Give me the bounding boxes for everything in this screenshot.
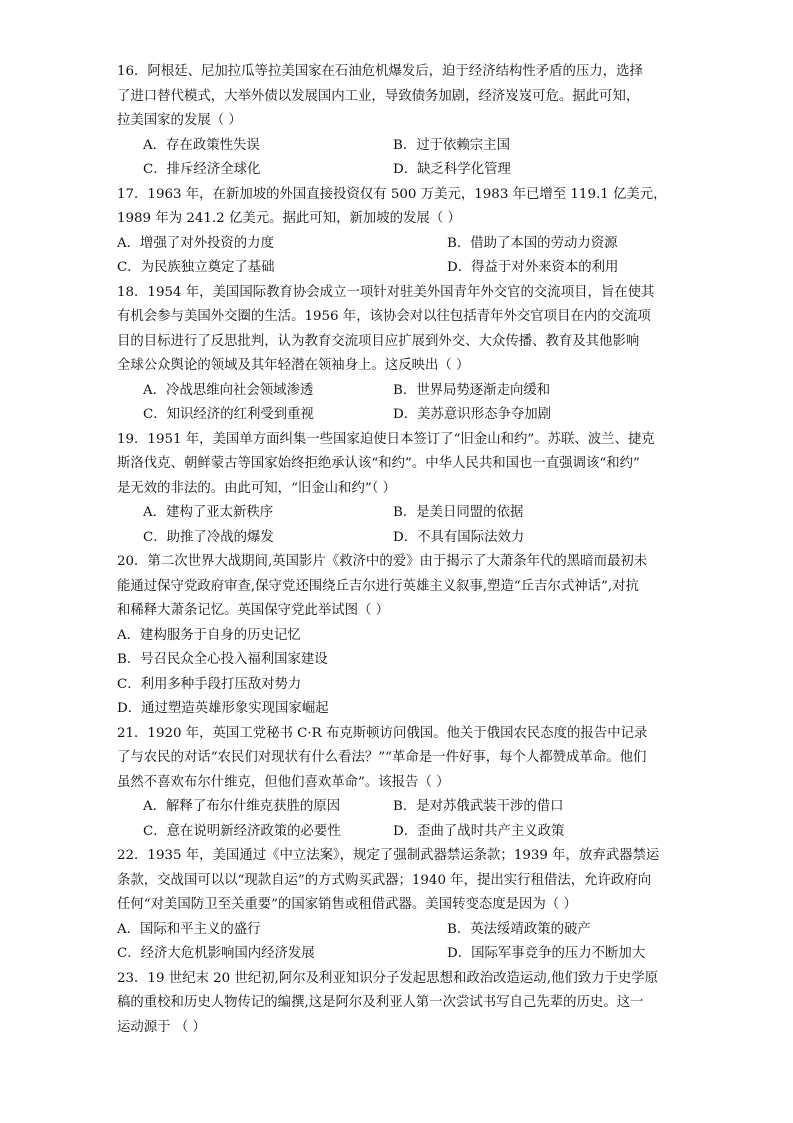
option-b: B．是对苏俄武装干涉的借口 — [393, 799, 564, 814]
option-d: D．歪曲了战时共产主义政策 — [393, 823, 565, 839]
question-17 — [117, 183, 677, 281]
option-row — [117, 942, 677, 967]
option-row — [117, 232, 677, 257]
option-a: A．国际和平主义的盛行 — [117, 921, 261, 937]
question-23-line-3: 运动源于 （ ） — [117, 1019, 206, 1035]
question-16 — [117, 60, 677, 183]
option-a: A．建构了亚太新秩序 — [143, 505, 274, 520]
question-21 — [117, 722, 677, 845]
question-20-line-1: 20．第二次世界大战期间,英国影片《救济中的爱》由于揭示了大萧条年代的黑暗而最初未 — [117, 554, 648, 569]
option-row — [117, 918, 677, 943]
question-16-line-2: 了进口替代模式，大举外债以发展国内工业，导致债务加剧，经济岌岌可危。据此可知， — [117, 88, 640, 104]
question-23-line-2: 稿的重校和历史人物传记的编撰,这是阿尔及利亚人第一次尝试书写自己先辈的历史。这一 — [117, 995, 644, 1010]
option-a: A．存在政策性失误 — [143, 137, 260, 153]
question-22 — [117, 844, 677, 967]
option-row — [117, 379, 677, 404]
option-c: C．经济大危机影响国内经济发展 — [117, 946, 315, 961]
option-c: C．为民族独立奠定了基础 — [117, 260, 275, 275]
question-19-line-2: 斯洛伐克、朝鲜蒙古等国家始终拒绝承认该“和约”。中华人民共和国也一直强调该“和约” — [117, 456, 640, 471]
option-d: D．不具有国际法效力 — [393, 529, 525, 545]
question-16-line-3: 拉美国家的发展（ ） — [117, 113, 242, 128]
option-d: D．得益于对外来资本的利用 — [447, 260, 619, 275]
option-row — [117, 795, 677, 820]
option-a: A．解释了布尔什维克获胜的原因 — [143, 799, 341, 814]
option-a: A．建构服务于自身的历史记忆 — [117, 627, 301, 643]
question-18-line-3: 目的目标进行了反思批判，认为教育交流项目应扩展到外交、大众传播、教育及其他影响 — [117, 333, 640, 349]
option-row — [117, 526, 677, 551]
question-22-line-1: 22．1935 年，美国通过《中立法案》，规定了强制武器禁运条款；1939 年，放弃武器禁运 — [117, 848, 660, 863]
question-23-line-1: 23．19 世纪末 20 世纪初,阿尔及利亚知识分子发起思想和政治改造运动,他们致力于史学原 — [117, 970, 659, 986]
question-16-line-1: 16．阿根廷、尼加拉瓜等拉美国家在石油危机爆发后，迫于经济结构性矛盾的压力，选择 — [117, 64, 643, 79]
question-20 — [117, 550, 677, 722]
option-c: C．助推了冷战的爆发 — [143, 529, 274, 545]
question-21-line-1: 21．1920 年，英国工党秘书 C·R 布克斯顿访问俄国。他关于俄国农民态度的报告中记录 — [117, 725, 648, 741]
option-row — [117, 256, 677, 281]
option-a: A．增强了对外投资的力度 — [117, 235, 274, 251]
question-22-line-3: 任何“对美国防卫至关重要”的国家销售或租借武器。美国转变态度是因为（ ） — [117, 897, 577, 912]
question-17-line-2: 1989 年为 241.2 亿美元。据此可知，新加坡的发展（ ） — [117, 211, 461, 226]
option-c: C．意在说明新经济政策的必要性 — [143, 823, 341, 839]
question-18-line-4: 全球公众舆论的领域及其年轻潜在领袖身上。这反映出（ ） — [117, 358, 470, 373]
option-c: C．知识经济的红利受到重视 — [143, 407, 314, 422]
option-b: B．过于依赖宗主国 — [393, 137, 510, 153]
option-b: B．号召民众全心投入福利国家建设 — [117, 652, 328, 667]
question-22-line-2: 条款，交战国可以以“现款自运”的方式购买武器；1940 年，提出实行租借法，允许政府向 — [117, 872, 652, 888]
option-row — [117, 403, 677, 428]
question-21-line-3: 虽然不喜欢布尔什维克，但他们喜欢革命”。该报告（ ） — [117, 774, 450, 790]
question-19-line-1: 19．1951 年，美国单方面纠集一些国家迫使日本签订了“旧金山和约”。苏联、波兰、捷克 — [117, 431, 655, 447]
option-d: D．通过塑造英雄形象实现国家崛起 — [117, 701, 329, 716]
question-page — [117, 60, 677, 1040]
question-19 — [117, 428, 677, 551]
question-23 — [117, 967, 677, 1041]
option-d: D．美苏意识形态争夺加剧 — [393, 407, 552, 422]
option-b: B．世界局势逐渐走向缓和 — [393, 382, 551, 398]
question-17-line-1: 17．1963 年，在新加坡的外国直接投资仅有 500 万美元，1983 年已增至 119.1 亿美元， — [117, 186, 667, 202]
question-18-line-1: 18．1954 年，美国国际教育协会成立一项针对驻美外国青年外交官的交流项目，旨在使其 — [117, 284, 655, 300]
question-20-line-3: 和稀释大萧条记忆。英国保守党此举试图（ ） — [117, 603, 390, 618]
option-row — [117, 134, 677, 159]
option-c: C．排斥经济全球化 — [143, 162, 261, 177]
option-a: A．冷战思维向社会领域渗透 — [143, 382, 314, 398]
question-20-line-2: 能通过保守党政府审查,保守党还围绕丘吉尔进行英雄主义叙事,塑造“丘吉尔式神话”,对抗 — [117, 578, 639, 594]
question-21-line-2: 了与农民的对话“农民们对现状有什么看法？”“革命是一件好事，每个人都赞成革命。他们 — [117, 750, 647, 765]
question-19-line-3: 是无效的非法的。由此可知，“旧金山和约”（ ） — [117, 480, 397, 496]
question-18 — [117, 281, 677, 428]
option-row — [117, 501, 677, 526]
option-d: D．国际军事竞争的压力不断加大 — [447, 946, 646, 961]
option-c: C．利用多种手段打压敌对势力 — [117, 676, 302, 692]
option-row — [117, 158, 677, 183]
option-b: B．是美日同盟的依据 — [393, 505, 524, 520]
option-row — [117, 820, 677, 845]
option-b: B．英法绥靖政策的破产 — [447, 921, 591, 937]
question-18-line-2: 有机会参与美国外交圈的生活。1956 年，该协会对以往包括青年外交官项目在内的交流项 — [117, 309, 651, 324]
option-b: B．借助了本国的劳动力资源 — [447, 235, 618, 251]
option-d: D．缺乏科学化管理 — [393, 162, 511, 177]
